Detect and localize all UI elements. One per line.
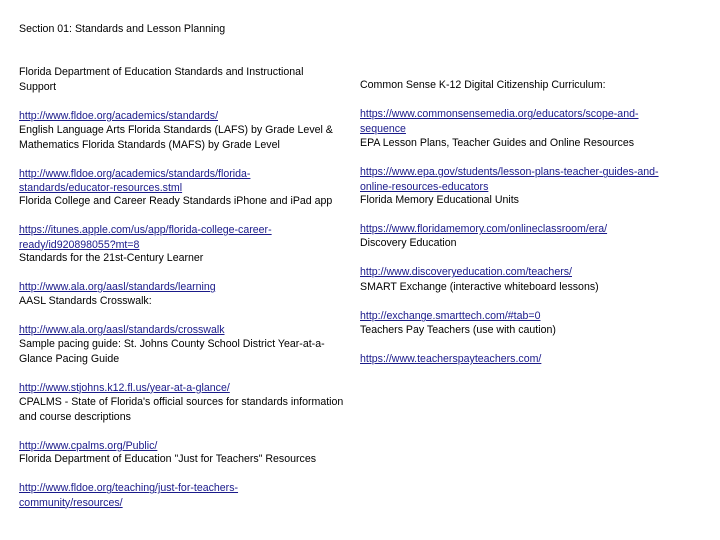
resource-title: CPALMS - State of Florida's official sources for standards information and course descriptions bbox=[19, 396, 344, 423]
resource-entry bbox=[19, 438, 316, 524]
resource-link[interactable]: http://www.fldoe.org/academics/standards/ bbox=[19, 109, 219, 122]
resource-title: SMART Exchange (interactive whiteboard lessons) bbox=[360, 281, 599, 294]
resource-link[interactable]: https://www.commonsensemedia.org/educators/scope-and- sequence bbox=[360, 108, 639, 135]
resource-link[interactable]: https://www.teacherspayteachers.com/ bbox=[360, 353, 542, 366]
resource-link[interactable]: http://www.ala.org/aasl/standards/learning bbox=[19, 281, 216, 294]
resource-title: Common Sense K-12 Digital Citizenship Curriculum: bbox=[360, 79, 606, 92]
resource-link[interactable]: http://exchange.smarttech.com/#tab=0 bbox=[360, 310, 541, 323]
resource-title: Standards for the 21st-Century Learner bbox=[19, 252, 204, 265]
resource-entry bbox=[360, 309, 556, 381]
resource-title: Florida Department of Education "Just for Teachers" Resources bbox=[19, 453, 317, 466]
resource-link[interactable]: https://www.epa.gov/students/lesson-plans-teacher-guides-and- online-resources-educators bbox=[360, 166, 659, 193]
resource-link[interactable]: http://www.fldoe.org/academics/standards/florida- standards/educator-resources.stml bbox=[19, 167, 251, 195]
resource-link[interactable]: https://itunes.apple.com/us/app/florida-college-career- ready/id920898055?mt=8 bbox=[19, 224, 272, 251]
section-title: Section 01: Standards and Lesson Planning bbox=[19, 23, 226, 35]
resource-title: AASL Standards Crosswalk: bbox=[19, 295, 152, 308]
resource-link[interactable]: http://www.ala.org/aasl/standards/crosswalk bbox=[19, 324, 225, 337]
resource-title: Sample pacing guide: St. Johns County School District Year-at-a- Glance Pacing Guide bbox=[19, 338, 325, 365]
resource-title: Discovery Education bbox=[360, 237, 457, 250]
resource-link[interactable]: http://www.cpalms.org/Public/ bbox=[19, 439, 158, 452]
resource-title: Florida College and Career Ready Standards iPhone and iPad app bbox=[19, 195, 333, 208]
resource-title: Teachers Pay Teachers (use with caution) bbox=[360, 324, 556, 337]
resource-title: Florida Department of Education Standards and Instructional Support bbox=[19, 66, 304, 93]
resource-title: EPA Lesson Plans, Teacher Guides and Online Resources bbox=[360, 137, 635, 150]
resource-link[interactable]: https://www.floridamemory.com/onlineclassroom/era/ bbox=[360, 223, 608, 236]
resource-title: English Language Arts Florida Standards (LAFS) by Grade Level & Mathematics Florida Standards (MAFS) by Grade Level bbox=[19, 124, 333, 151]
resource-title: Florida Memory Educational Units bbox=[360, 194, 519, 207]
resource-link[interactable]: http://www.discoveryeducation.com/teachers/ bbox=[360, 266, 572, 279]
resource-link[interactable]: http://www.fldoe.org/teaching/just-for-teachers- community/resources/ bbox=[19, 482, 239, 509]
resource-link[interactable]: http://www.stjohns.k12.fl.us/year-at-a-glance/ bbox=[19, 381, 230, 394]
